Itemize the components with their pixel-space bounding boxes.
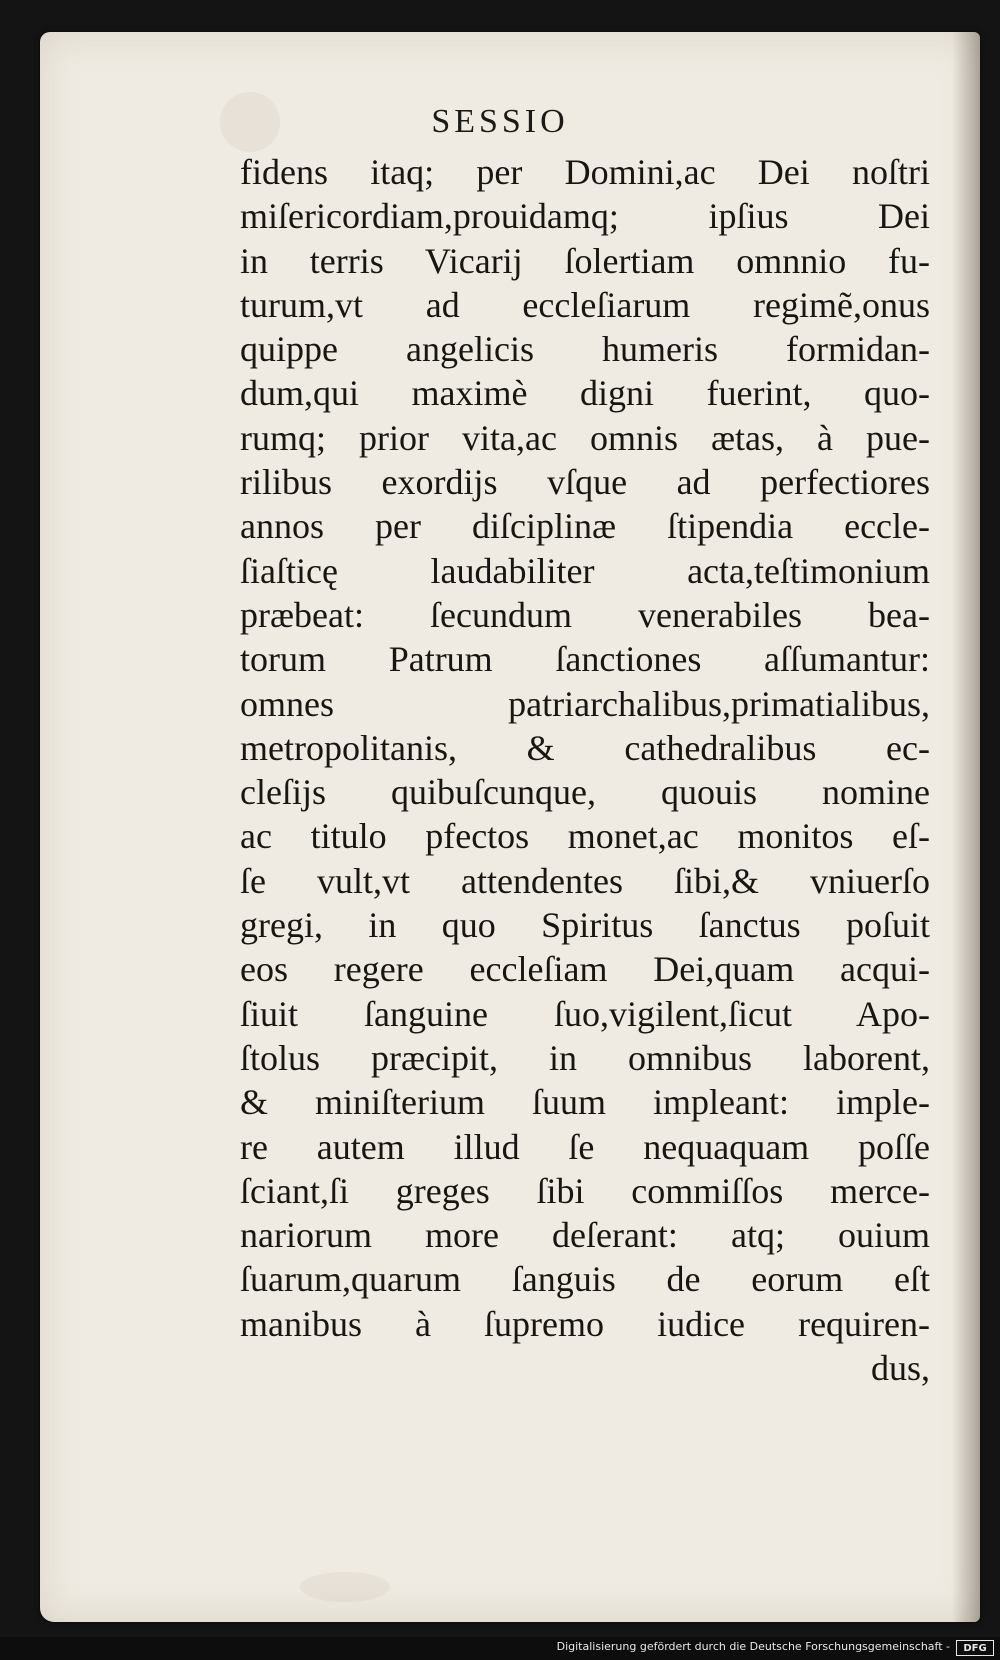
text-line: ſuarum,quarum ſanguis de eorum eſt (240, 1259, 930, 1300)
text-line: gregi, in quo Spiritus ſanctus poſuit (240, 905, 930, 946)
text-line: nariorum more deſerant: atq; ouium (240, 1215, 930, 1256)
catchword: dus, (870, 1348, 930, 1389)
text-line: cleſijs quibuſcunque, quouis nomine (240, 772, 930, 813)
text-line: torum Patrum ſanctiones aſſumantur: (240, 639, 930, 680)
text-line: manibus à ſupremo iudice requiren- (240, 1303, 930, 1344)
text-line: ſe vult,vt attendentes ſibi,& vniuerſo (240, 860, 930, 901)
funding-credit: Digitalisierung gefördert durch die Deutsche Forschungsgemeinschaft - (556, 1640, 950, 1653)
text-line: fidens itaq; per Domini,ac Dei noſtri (240, 152, 930, 192)
body-text (240, 150, 930, 1390)
text-line: eos regere eccleſiam Dei,quam acqui- (240, 949, 930, 990)
text-line: rumq; prior vita,ac omnis ætas, à pue- (240, 417, 930, 458)
text-line: annos per diſciplinæ ſtipendia eccle- (240, 506, 930, 547)
text-line: omnes patriarchalibus,primatialibus, (240, 683, 930, 724)
text-line: ſtolus præcipit, in omnibus laborent, (240, 1037, 930, 1078)
text-line: rilibus exordijs vſque ad perfectiores (240, 462, 930, 503)
digitization-footer (0, 1637, 1000, 1660)
text-line: metropolitanis, & cathedralibus ec- (240, 727, 930, 768)
text-line: in terris Vicarij ſolertiam omnnio fu- (240, 240, 930, 281)
text-line: turum,vt ad eccleſiarum regimẽ,onus (240, 284, 930, 325)
running-header: SESSIO (431, 103, 569, 140)
text-line: ac titulo pfectos monet,ac monitos eſ- (240, 816, 930, 857)
text-line: re autem illud ſe nequaquam poſſe (240, 1126, 930, 1167)
text-line: ſiaſticę laudabiliter acta,teſtimonium (240, 550, 930, 591)
paper-stain (300, 1572, 390, 1602)
page-gutter-shadow (952, 32, 980, 1622)
dfg-logo: DFG (956, 1640, 994, 1656)
text-line: ſciant,ſi greges ſibi commiſſos merce- (240, 1170, 930, 1211)
text-line: quippe angelicis humeris formidan- (240, 329, 930, 370)
text-line: ſiuit ſanguine ſuo,vigilent,ſicut Apo- (240, 993, 930, 1034)
text-line: præbeat: ſecundum venerabiles bea- (240, 594, 930, 635)
text-line: dum,qui maximè digni fuerint, quo- (240, 373, 930, 414)
text-line: & miniſterium ſuum impleant: imple- (240, 1082, 930, 1123)
text-line: miſericordiam,prouidamq; ipſius Dei (240, 196, 930, 237)
